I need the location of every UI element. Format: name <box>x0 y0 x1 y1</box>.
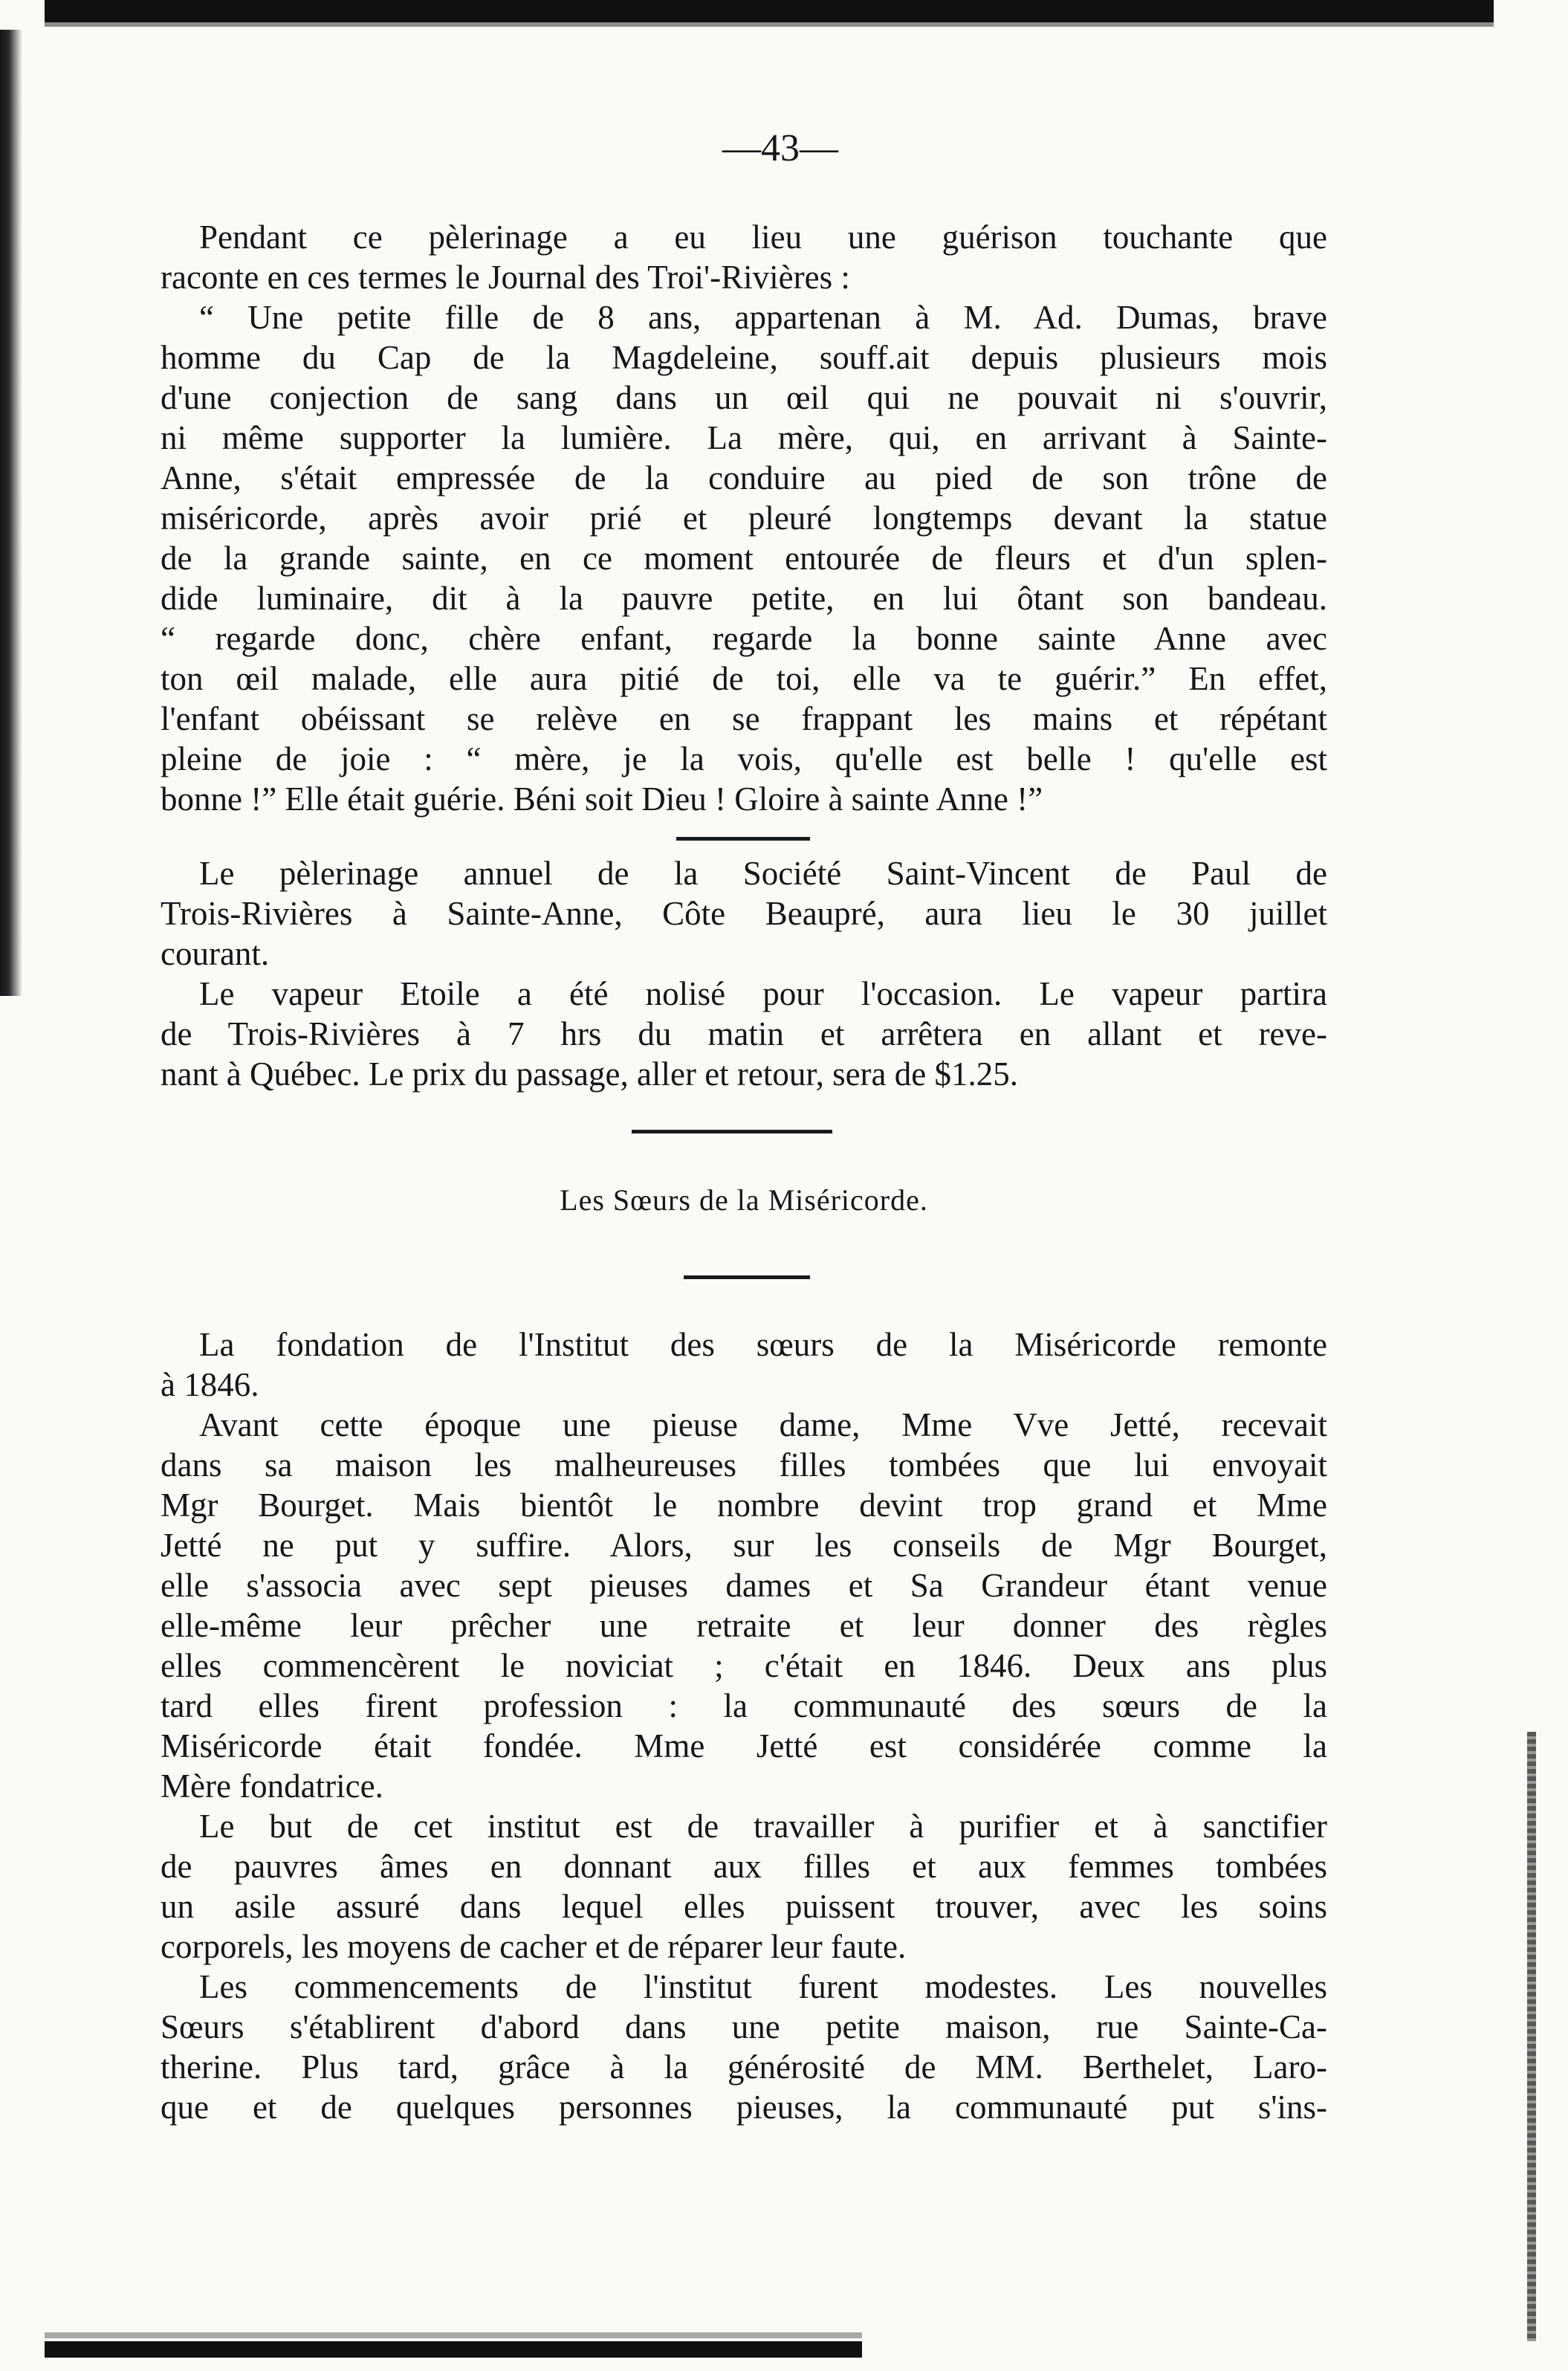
text-line: Mère fondatrice. <box>161 1767 383 1805</box>
text-line: elle s'associa avec sept pieuses dames et Sa Grandeur étant venue <box>161 1567 1327 1604</box>
text-line: tard elles firent profession : la communauté des sœurs de la <box>161 1687 1327 1724</box>
scan-top-border <box>45 0 1494 22</box>
text-line: ni même supporter la lumière. La mère, qui, en arrivant à Sainte- <box>161 419 1327 456</box>
text-line: courant. <box>161 935 270 972</box>
text-line: La fondation de l'Institut des sœurs de la Miséricorde remonte <box>199 1326 1327 1363</box>
text-line: Le but de cet institut est de travailler à purifier et à sanctifier <box>199 1808 1327 1845</box>
text-line: un asile assuré dans lequel elles puissent trouver, avec les soins <box>161 1888 1327 1925</box>
text-line: Les commencements de l'institut furent modestes. Les nouvelles <box>199 1968 1327 2005</box>
text-line: Sœurs s'établirent d'abord dans une petite maison, rue Sainte-Ca- <box>161 2008 1327 2045</box>
scan-right-edge <box>1527 1732 1536 2341</box>
paragraph-institute-history <box>161 1324 1327 2127</box>
text-line: Avant cette époque une pieuse dame, Mme Vve Jetté, recevait <box>199 1406 1327 1443</box>
text-line: de la grande sainte, en ce moment entourée de fleurs et d'un splen- <box>161 540 1327 577</box>
scan-bottom-border-shadow <box>45 2332 862 2338</box>
text-line: que et de quelques personnes pieuses, la communauté put s'ins- <box>161 2089 1327 2126</box>
scan-bottom-border <box>45 2341 862 2358</box>
paragraph-pilgrimage-announcement <box>161 853 1327 1094</box>
text-line: l'enfant obéissant se relève en se frappant les mains et répétant <box>161 700 1327 737</box>
text-line: Le vapeur Etoile a été nolisé pour l'occasion. Le vapeur partira <box>199 975 1327 1012</box>
text-line: Trois-Rivières à Sainte-Anne, Côte Beaupré, aura lieu le 30 juillet <box>161 895 1327 932</box>
separator-rule <box>684 1275 810 1279</box>
text-line: Anne, s'était empressée de la conduire au pied de son trône de <box>161 459 1327 496</box>
text-line: elles commencèrent le noviciat ; c'était en 1846. Deux ans plus <box>161 1647 1327 1684</box>
text-line: dide luminaire, dit à la pauvre petite, en lui ôtant son bandeau. <box>161 580 1327 617</box>
text-line: Miséricorde était fondée. Mme Jetté est considérée comme la <box>161 1727 1327 1764</box>
text-line: corporels, les moyens de cacher et de réparer leur faute. <box>161 1928 907 1965</box>
paragraph-healing-account <box>161 217 1327 819</box>
text-line: pleine de joie : “ mère, je la vois, qu'elle est belle ! qu'elle est <box>161 740 1327 777</box>
text-line: therine. Plus tard, grâce à la générosité de MM. Berthelet, Laro- <box>161 2048 1327 2086</box>
text-line: miséricorde, après avoir prié et pleuré longtemps devant la statue <box>161 499 1327 537</box>
text-line: ton œil malade, elle aura pitié de toi, elle va te guérir.” En effet, <box>161 660 1327 697</box>
text-line: elle-même leur prêcher une retraite et leur donner des règles <box>161 1607 1327 1644</box>
scan-left-edge <box>0 30 22 996</box>
scan-top-border-shadow <box>45 22 1494 27</box>
text-line: Le pèlerinage annuel de la Société Saint-Vincent de Paul de <box>199 855 1327 892</box>
text-line: “ Une petite fille de 8 ans, appartenan à M. Ad. Dumas, brave <box>199 299 1327 336</box>
text-line: “ regarde donc, chère enfant, regarde la bonne sainte Anne avec <box>161 620 1327 657</box>
text-line: dans sa maison les malheureuses filles tombées que lui envoyait <box>161 1446 1327 1484</box>
text-line: nant à Québec. Le prix du passage, aller et retour, sera de $1.25. <box>161 1055 1018 1093</box>
separator-rule <box>676 837 810 841</box>
text-line: bonne !” Elle était guérie. Béni soit Dieu ! Gloire à sainte Anne !” <box>161 780 1043 818</box>
text-line: Pendant ce pèlerinage a eu lieu une guérison touchante que <box>199 219 1327 256</box>
text-line: Jetté ne put y suffire. Alors, sur les conseils de Mgr Bourget, <box>161 1527 1327 1564</box>
text-line: Mgr Bourget. Mais bientôt le nombre devint trop grand et Mme <box>161 1487 1327 1524</box>
section-heading: Les Sœurs de la Miséricorde. <box>560 1183 928 1217</box>
page-number: —43— <box>722 127 838 169</box>
text-line: de pauvres âmes en donnant aux filles et aux femmes tombées <box>161 1848 1327 1885</box>
text-line: raconte en ces termes le Journal des Troi'-Rivières : <box>161 259 850 296</box>
text-line: de Trois-Rivières à 7 hrs du matin et arrêtera en allant et reve- <box>161 1015 1327 1052</box>
separator-rule <box>632 1130 832 1133</box>
text-line: d'une conjection de sang dans un œil qui ne pouvait ni s'ouvrir, <box>161 379 1327 416</box>
text-line: à 1846. <box>161 1366 259 1403</box>
text-line: homme du Cap de la Magdeleine, souff.ait depuis plusieurs mois <box>161 339 1327 376</box>
